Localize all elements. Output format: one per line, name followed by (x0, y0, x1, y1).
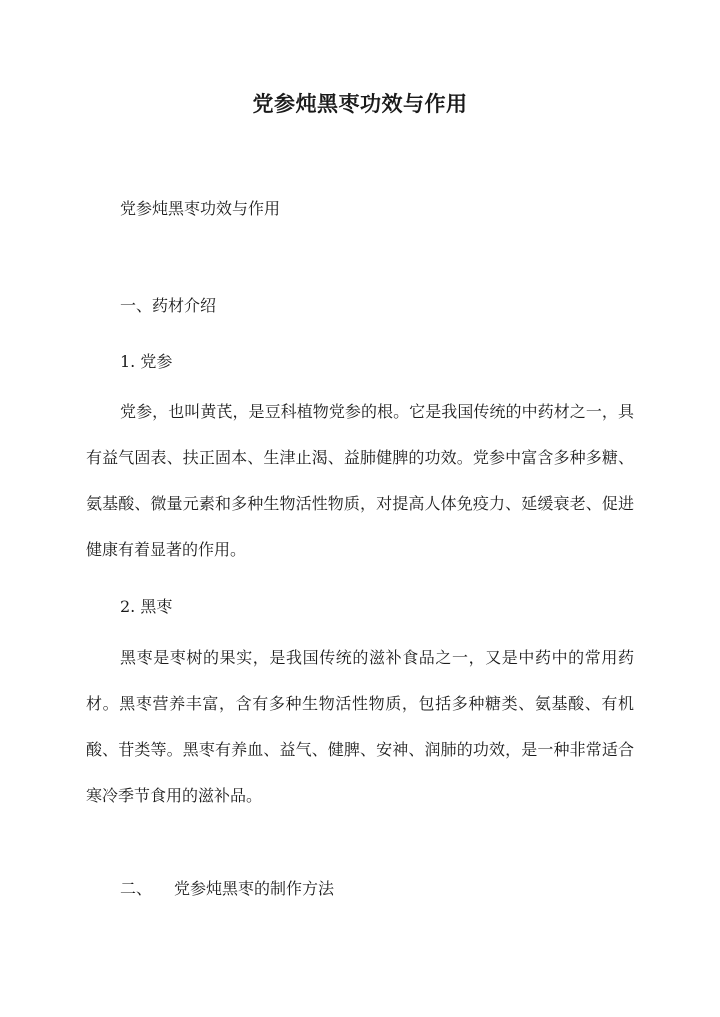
section-2-heading-row (120, 876, 334, 899)
section-1-heading: 一、药材介绍 (120, 296, 217, 315)
document-title: 党参炖黑枣功效与作用 (252, 91, 468, 116)
document-subtitle: 党参炖黑枣功效与作用 (120, 199, 281, 218)
section-2-heading: 党参炖黑枣的制作方法 (174, 879, 335, 898)
item-1-body: 党参，也叫黄芪，是豆科植物党参的根。它是我国传统的中药材之一，具有益气固表、扶正固本、生津止渴、益肺健脾的功效。党参中富含多种多糖、氨基酸、微量元素和多种生物活性物质，对提高人体免疫力、延缓衰老、促进健康有着显著的作用。 (86, 402, 634, 559)
section-2-number: 二、 (120, 879, 153, 898)
item-2-heading: 2. 黑枣 (120, 597, 173, 616)
item-1-heading: 1. 党参 (120, 352, 173, 371)
item-2-body: 黑枣是枣树的果实，是我国传统的滋补食品之一，又是中药中的常用药材。黑枣营养丰富，含有多种生物活性物质，包括多种糖类、氨基酸、有机酸、苷类等。黑枣有养血、益气、健脾、安神、润肺的功效，是一种非常适合寒冷季节食用的滋补品。 (86, 648, 634, 805)
